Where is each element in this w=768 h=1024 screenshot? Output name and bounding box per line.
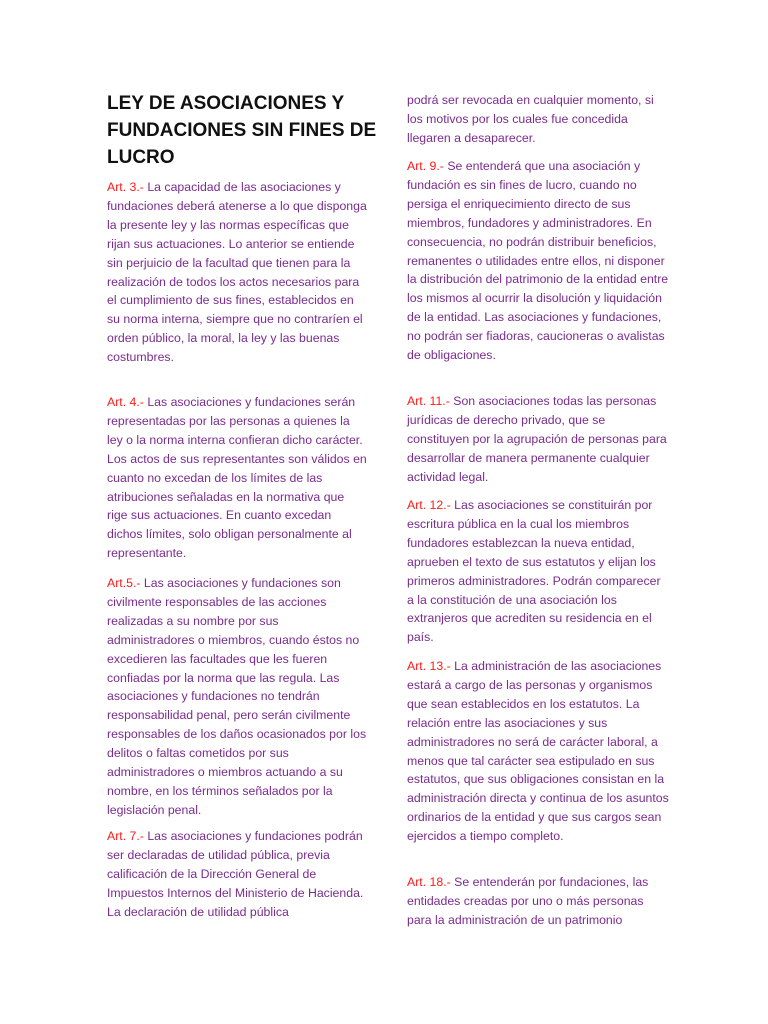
document-title: LEY DE ASOCIACIONES Y FUNDACIONES SIN FINES DE LUCRO: [107, 93, 377, 168]
article-label: Art. 4.-: [107, 395, 144, 409]
article-label: Art. 18.-: [407, 875, 451, 889]
article-4: [107, 393, 367, 563]
article-text: Se entenderán por fundaciones, las entidades creadas por uno o más personas para la administración de un patrimonio: [407, 875, 649, 927]
article-text: La capacidad de las asociaciones y fundaciones deberá atenerse a lo que disponga la presente ley y las normas específicas que rijan sus actuaciones. Lo anterior se entiende sin perjuicio de la facultad que tienen para la realización de todos los actos necesarios para el cumplimiento de sus fines, establecidos en su norma interna, siempre que no contraríen el orden público, la moral, la ley y las buenas costumbres.: [107, 180, 367, 365]
article-label: Art. 7.-: [107, 829, 144, 843]
article-label: Art. 3.-: [107, 180, 144, 194]
article-text: Las asociaciones se constituirán por escritura pública en la cual los miembros fundadores establezcan la nueva entidad, aprueben el texto de sus estatutos y elijan los primeros administradores. Podrán comparecer a la constitución de una asociación los extranjeros que acrediten su residencia en el país.: [407, 498, 661, 645]
article-text: Las asociaciones y fundaciones podrán ser declaradas de utilidad pública, previa calificación de la Dirección General de Impuestos Internos del Ministerio de Hacienda. La declaración de utilidad pública: [107, 829, 364, 919]
article-text: Son asociaciones todas las personas jurídicas de derecho privado, que se constituyen por la agrupación de personas para desarrollar de manera permanente cualquier actividad legal.: [407, 394, 667, 484]
article-18: [407, 873, 669, 930]
article-label: Art. 9.-: [407, 159, 444, 173]
article-text: podrá ser revocada en cualquier momento, si los motivos por los cuales fue concedida llegaren a desaparecer.: [407, 93, 654, 145]
article-9: [407, 157, 669, 365]
article-label: Art. 12.-: [407, 498, 451, 512]
article-text: Las asociaciones y fundaciones son civilmente responsables de las acciones realizadas a su nombre por sus administradores o miembros, cuando éstos no excedieren las facultades que les fueren confiadas por la norma que las regula. Las asociaciones y fundaciones no tendrán responsabilidad penal, pero serán civilmente responsables de los daños ocasionados por los delitos o faltas cometidos por sus administradores o miembros actuando a su nombre, en los términos señalados por la legislación penal.: [107, 576, 367, 817]
article-3: [107, 178, 367, 367]
article-label: Art.5.-: [107, 576, 141, 590]
article-label: Art. 11.-: [407, 394, 450, 408]
article-11: [407, 392, 669, 487]
article-text: La administración de las asociaciones estará a cargo de las personas y organismos que sean establecidos en los estatutos. La relación entre las asociaciones y sus administradores no será de carácter laboral, a menos que tal carácter sea estipulado en sus estatutos, que sus obligaciones consistan en la administración directa y continua de los asuntos ordinarios de la entidad y que sus cargos sean ejercidos a tiempo completo.: [407, 659, 669, 844]
article-text: Las asociaciones y fundaciones serán representadas por las personas a quienes la ley o la norma interna confieran dicho carácter. Los actos de sus representantes son válidos en cuanto no excedan de los límites de las atribuciones señaladas en la normativa que rige sus actuaciones. En cuanto excedan dichos límites, solo obligan personalmente al representante.: [107, 395, 367, 561]
article-5: [107, 574, 367, 820]
article-text: Se entenderá que una asociación y fundación es sin fines de lucro, cuando no persiga el enriquecimiento directo de sus miembros, fundadores y administradores. En consecuencia, no podrán distribuir beneficios, remanentes o utilidades entre ellos, ni disponer la distribución del patrimonio de la entidad entre los mismos al ocurrir la disolución y liquidación de la entidad. Las asociaciones y fundaciones, no podrán ser fiadoras, caucioneras o avalistas de obligaciones.: [407, 159, 669, 363]
article-label: Art. 13.-: [407, 659, 451, 673]
article-13: [407, 657, 669, 846]
article-12: [407, 496, 669, 647]
article-7: [107, 827, 367, 922]
article-7-continued: [407, 91, 669, 148]
